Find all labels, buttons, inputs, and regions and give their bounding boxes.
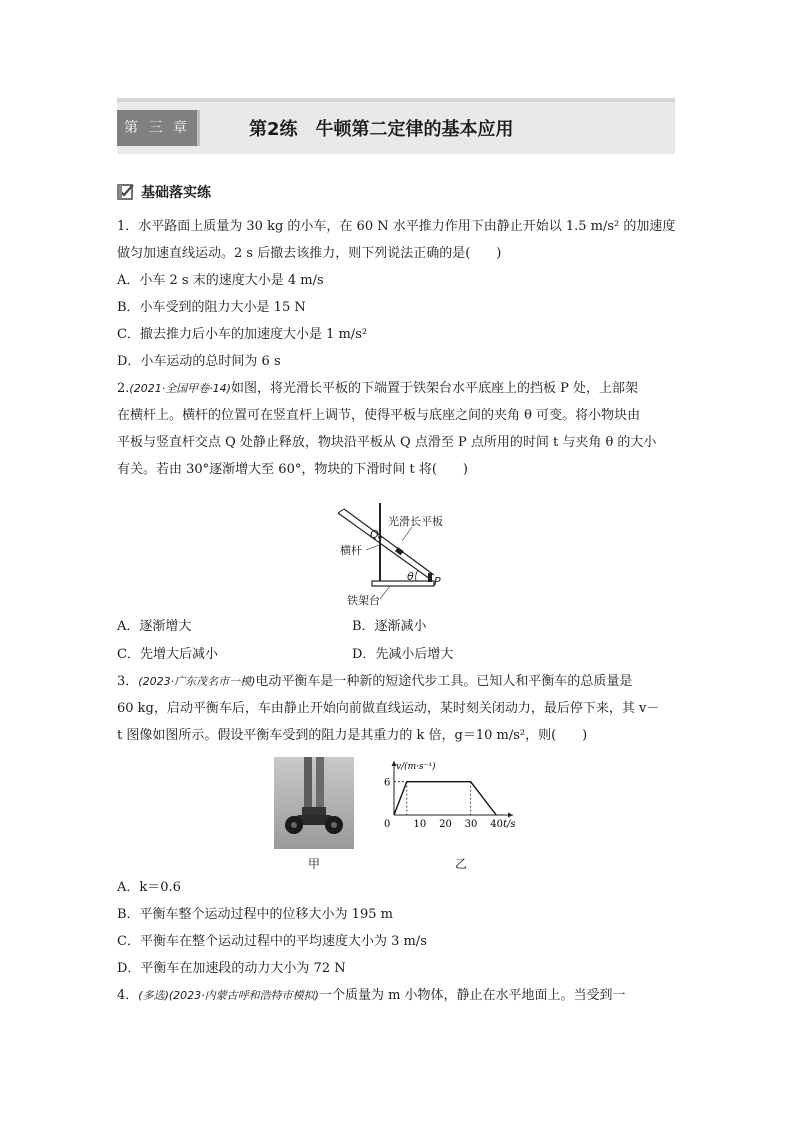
q2-line4: 有关。若由 30°逐渐增大至 60°，物块的下滑时间 t 将( ) <box>117 462 468 477</box>
vt-chart <box>366 757 526 849</box>
q2-option-b: B．逐渐减小 <box>352 619 427 634</box>
q2-option-a: A．逐渐增大 <box>117 619 192 634</box>
q4-line1-text: 一个质量为 m 小物体，静止在水平地面上。当受到一 <box>318 988 626 1003</box>
q4-source: (多选)(2023·内蒙古呼和浩特市模拟) <box>138 989 319 1002</box>
q3-line1-text: 电动平衡车是一种新的短途代步工具。已知人和平衡车的总质量是 <box>255 674 633 689</box>
q2-line1-text: 如图，将光滑长平板的下端置于铁架台水平底座上的挡板 P 处，上部架 <box>230 381 638 396</box>
q1-line2: 做匀加速直线运动。2 s 后撤去该推力，则下列说法正确的是( ) <box>117 246 502 261</box>
q3-option-a: A．k＝0.6 <box>117 880 181 895</box>
q1-line1: 1．水平路面上质量为 30 kg 的小车，在 60 N 水平推力作用下由静止开始以 1.5 m/s² 的加速度 <box>117 219 676 234</box>
scooter-photo <box>274 757 354 849</box>
q3-line2: 60 kg，启动平衡车后，车由静止开始向前做直线运动，某时刻关闭动力，最后停下来，其 v－ <box>117 701 660 716</box>
q3-number: 3． <box>117 674 139 689</box>
q2-line3: 平板与竖直杆交点 Q 处静止释放，物块沿平板从 Q 点滑至 P 点所用的时间 t 与夹角 θ 的大小 <box>117 435 657 450</box>
label-p: P <box>434 575 441 588</box>
checklist-icon <box>117 183 135 201</box>
label-theta: θ <box>407 570 414 583</box>
x-tick-label: 40 <box>490 819 503 830</box>
q2-number: 2. <box>117 381 130 396</box>
q4-line1 <box>117 986 626 1006</box>
q1-option-d: D．小车运动的总时间为 6 s <box>117 354 281 369</box>
label-stand: 铁架台 <box>347 594 380 607</box>
vt-series-line <box>394 782 496 815</box>
q2-option-c: C．先增大后减小 <box>117 647 218 662</box>
caption-a: 甲 <box>308 857 321 871</box>
label-board: 光滑长平板 <box>388 515 443 528</box>
y-tick-label: 6 <box>384 777 391 789</box>
q1-option-a: A．小车 2 s 末的速度大小是 4 m/s <box>117 273 324 288</box>
caption-b: 乙 <box>455 857 468 871</box>
x-tick-label: 20 <box>439 819 452 830</box>
q1-option-c: C．撤去推力后小车的加速度大小是 1 m/s² <box>117 327 368 342</box>
q3-option-d: D．平衡车在加速段的动力大小为 72 N <box>117 961 346 976</box>
label-q: Q <box>370 528 379 541</box>
label-bar: 横杆 <box>340 544 362 557</box>
chapter-tab: 第 三 章 <box>117 110 197 146</box>
y-axis-label: v/(m·s⁻¹) <box>396 762 436 772</box>
q3-line1 <box>117 672 632 692</box>
q2-line2: 在横杆上。横杆的位置可在竖直杆上调节，使得平板与底座之间的夹角 θ 可变。将小物块由 <box>117 408 641 423</box>
q4-number: 4． <box>117 988 139 1003</box>
q3-source: (2023·广东茂名市一模) <box>138 675 256 688</box>
x-axis-label: t/s <box>503 819 516 830</box>
q1-option-b: B．小车受到的阻力大小是 15 N <box>117 300 306 315</box>
x-tick-label: 10 <box>413 819 427 830</box>
q3-option-b: B．平衡车整个运动过程中的位移大小为 195 m <box>117 907 393 922</box>
section-heading <box>117 181 211 203</box>
q2-source: (2021·全国甲卷·14) <box>129 382 231 395</box>
q2-option-d: D．先减小后增大 <box>352 647 454 662</box>
chapter-header <box>117 98 675 154</box>
q3-option-c: C．平衡车在整个运动过程中的平均速度大小为 3 m/s <box>117 934 427 949</box>
x-tick-label: 0 <box>384 819 391 830</box>
x-tick-label: 30 <box>464 819 478 830</box>
q3-line3: t 图像如图所示。假设平衡车受到的阻力是其重力的 k 倍，g＝10 m/s²，则( ) <box>117 728 588 743</box>
x-axis-arrow <box>508 813 513 818</box>
q2-line1 <box>117 379 638 399</box>
section-title: 基础落实练 <box>141 185 211 201</box>
lesson-title: 第2练 牛顿第二定律的基本应用 <box>249 119 514 140</box>
